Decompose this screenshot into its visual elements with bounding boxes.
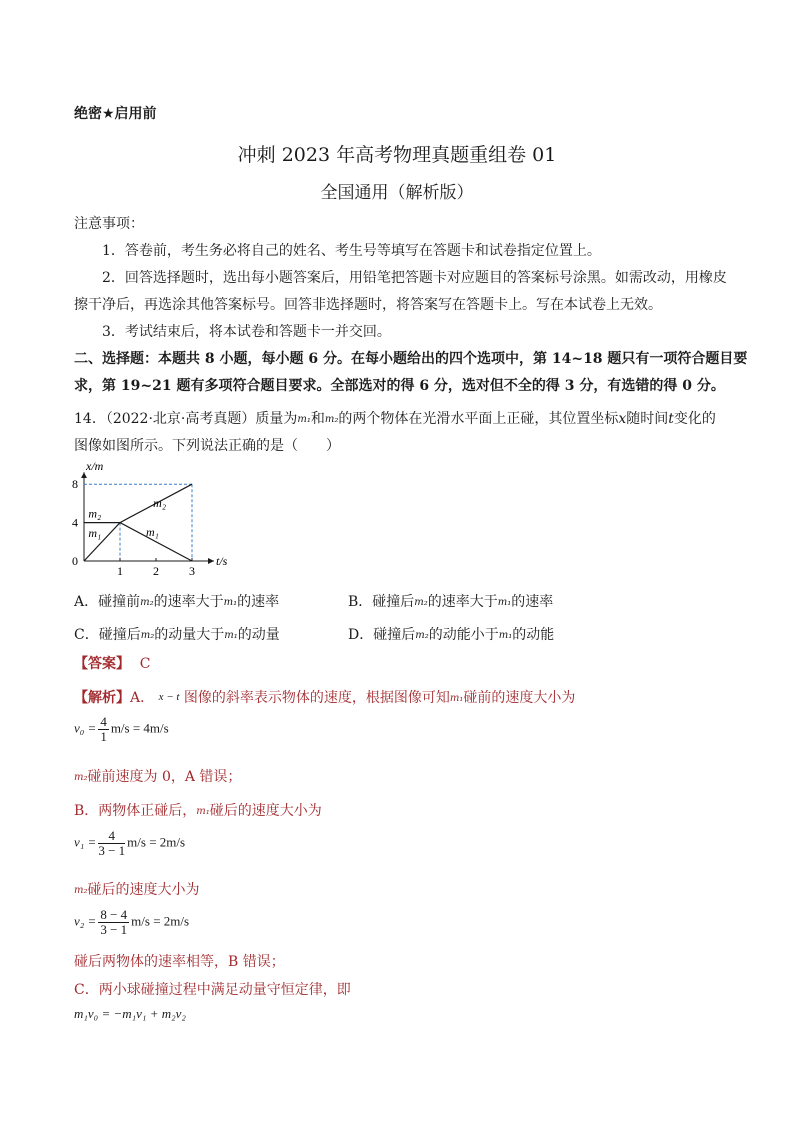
analysis-b-line-2 bbox=[74, 879, 200, 899]
option-d-text-3: 的动能 bbox=[512, 627, 555, 643]
option-b-m2: m₂ bbox=[414, 597, 428, 608]
equation-v1 bbox=[74, 829, 185, 858]
analysis-b-m1: m₁ bbox=[196, 806, 210, 817]
question-text-b: 和 bbox=[310, 411, 325, 427]
equation-v0 bbox=[74, 715, 169, 744]
option-a-text-3: 的速率 bbox=[237, 594, 280, 610]
x-tick-label-3: 3 bbox=[189, 564, 195, 578]
option-c-m2: m₂ bbox=[140, 630, 155, 641]
option-a-text-1: A．碰撞前 bbox=[74, 594, 141, 610]
analysis-a-text: 图像的斜率表示物体的速度，根据图像可知 bbox=[183, 690, 450, 706]
option-b-text-1: B．碰撞后 bbox=[348, 594, 415, 610]
option-d-text-2: 的动能小于 bbox=[428, 627, 499, 643]
equation-v2 bbox=[74, 908, 189, 937]
analysis-a-m1: m₁ bbox=[449, 693, 464, 704]
eq2-lhs: v₁ = bbox=[74, 834, 97, 850]
question-stem bbox=[74, 408, 716, 428]
origin-label: 0 bbox=[72, 554, 78, 568]
option-a-m1: m₁ bbox=[223, 597, 238, 608]
option-d-text-1: D．碰撞后 bbox=[348, 627, 416, 643]
option-b-text-3: 的速率 bbox=[511, 594, 554, 610]
var-m1: m₁ bbox=[297, 414, 311, 425]
question-text-e: 变化的 bbox=[673, 411, 716, 427]
confidential-mark: 绝密★启用前 bbox=[74, 106, 157, 122]
eq3-numerator: 8 − 4 bbox=[100, 907, 128, 922]
eq3-denominator: 3 − 1 bbox=[100, 922, 128, 937]
option-c[interactable] bbox=[74, 624, 280, 644]
note-item-2-cont: 擦干净后，再选涂其他答案标号。回答非选择题时，将答案写在答题卡上。写在本试卷上无效。 bbox=[74, 297, 662, 313]
label-m1-right: m₁ bbox=[145, 525, 159, 540]
analysis-c-line: C．两小球碰撞过程中满足动量守恒定律，即 bbox=[74, 982, 351, 998]
notes-heading: 注意事项： bbox=[74, 216, 144, 232]
analysis-a2-text: 碰前速度为 0，A 错误； bbox=[87, 769, 242, 785]
page-title: 冲刺 2023 年高考物理真题重组卷 01 bbox=[237, 144, 557, 166]
eq1-denominator: 1 bbox=[100, 729, 107, 744]
xt-chart bbox=[68, 459, 248, 582]
var-m2: m₂ bbox=[324, 414, 339, 425]
question-stem-cont: 图像如图所示。下列说法正确的是（ ） bbox=[74, 438, 340, 454]
analysis-b-text: 碰后的速度大小为 bbox=[209, 803, 322, 819]
note-item-1: 1．答卷前，考生务必将自己的姓名、考生号等填写在答题卡和试卷指定位置上。 bbox=[102, 243, 601, 259]
answer-line bbox=[74, 653, 150, 673]
analysis-b-prefix: B．两物体正碰后， bbox=[74, 803, 197, 819]
answer-value: C bbox=[139, 656, 151, 672]
analysis-a-text-2: 碰前的速度大小为 bbox=[463, 690, 576, 706]
var-x: x bbox=[618, 411, 627, 427]
question-text-a: 14．（2022·北京·高考真题）质量为 bbox=[74, 411, 298, 427]
option-d-m2: m₂ bbox=[415, 630, 429, 641]
option-c-text-3: 的动量 bbox=[237, 627, 280, 643]
option-d[interactable] bbox=[348, 624, 554, 644]
analysis-b2-text: 碰后的速度大小为 bbox=[87, 882, 200, 898]
x-axis-label: t/s bbox=[216, 554, 228, 568]
note-item-2: 2．回答选择题时，选出每小题答案后，用铅笔把答题卡对应题目的答案标号涂黑。如需改动，用橡皮 bbox=[102, 270, 727, 286]
analysis-b-line bbox=[74, 800, 322, 820]
eq2-numerator: 4 bbox=[98, 829, 125, 844]
eq2-denominator: 3 − 1 bbox=[98, 843, 126, 858]
analysis-a-prefix: A． bbox=[130, 690, 155, 706]
y-tick-label-4: 4 bbox=[72, 515, 78, 530]
note-item-3: 3．考试结束后，将本试卷和答题卡一并交回。 bbox=[102, 324, 391, 340]
eq1-numerator: 4 bbox=[100, 714, 107, 729]
option-c-text-2: 的动量大于 bbox=[154, 627, 225, 643]
analysis-a-line bbox=[74, 687, 575, 707]
option-a-text-2: 的速率大于 bbox=[153, 594, 224, 610]
analysis-a2-m2: m₂ bbox=[74, 772, 88, 783]
eq3-lhs: v₂ = bbox=[74, 913, 97, 929]
label-m1-left: m₁ bbox=[88, 526, 102, 540]
label-m2-left: m₂ bbox=[88, 506, 102, 521]
y-axis-label: x/m bbox=[86, 459, 104, 474]
xt-symbol: x − t bbox=[158, 691, 180, 703]
analysis-b-line-3: 碰后两物体的速率相等，B 错误； bbox=[74, 954, 285, 970]
option-c-text-1: C．碰撞后 bbox=[74, 627, 141, 643]
analysis-b2-m2: m₂ bbox=[74, 885, 88, 896]
label-m2-right: m₂ bbox=[153, 496, 167, 511]
option-b-m1: m₁ bbox=[497, 597, 512, 608]
equation-momentum: m₁v₀ = −m₁v₁ + m₂v₂ bbox=[74, 1006, 186, 1021]
x-tick-label-1: 1 bbox=[117, 564, 123, 578]
option-b-text-2: 的速率大于 bbox=[427, 594, 498, 610]
var-t: t bbox=[668, 411, 674, 427]
option-a-m2: m₂ bbox=[140, 597, 154, 608]
option-c-m1: m₁ bbox=[224, 630, 238, 641]
question-text-d: 随时间 bbox=[626, 411, 669, 427]
option-b[interactable] bbox=[348, 591, 553, 611]
section-instructions-1: 二、选择题：本题共 8 小题，每小题 6 分。在每小题给出的四个选项中，第 14~18 题只有一项符合题目要 bbox=[74, 351, 748, 367]
option-d-m1: m₁ bbox=[498, 630, 513, 641]
analysis-label: 【解析】 bbox=[74, 690, 130, 706]
analysis-a-line-2 bbox=[74, 766, 241, 786]
section-instructions-2: 求，第 19~21 题有多项符合题目要求。全部选对的得 6 分，选对但不全的得 3 分，有选错的得 0 分。 bbox=[74, 378, 725, 394]
eq2-rhs: m/s = 2m/s bbox=[127, 834, 186, 850]
eq1-rhs: m/s = 4m/s bbox=[110, 720, 169, 736]
question-text-c: 的两个物体在光滑水平面上正碰，其位置坐标 bbox=[338, 411, 619, 427]
y-tick-label-8: 8 bbox=[72, 477, 78, 492]
page-subtitle: 全国通用（解析版） bbox=[320, 183, 474, 203]
eq3-rhs: m/s = 2m/s bbox=[131, 913, 190, 929]
x-tick-label-2: 2 bbox=[153, 564, 159, 578]
eq1-lhs: v₀ = bbox=[74, 720, 97, 736]
option-a[interactable] bbox=[74, 591, 279, 611]
answer-label: 【答案】 bbox=[74, 656, 130, 672]
